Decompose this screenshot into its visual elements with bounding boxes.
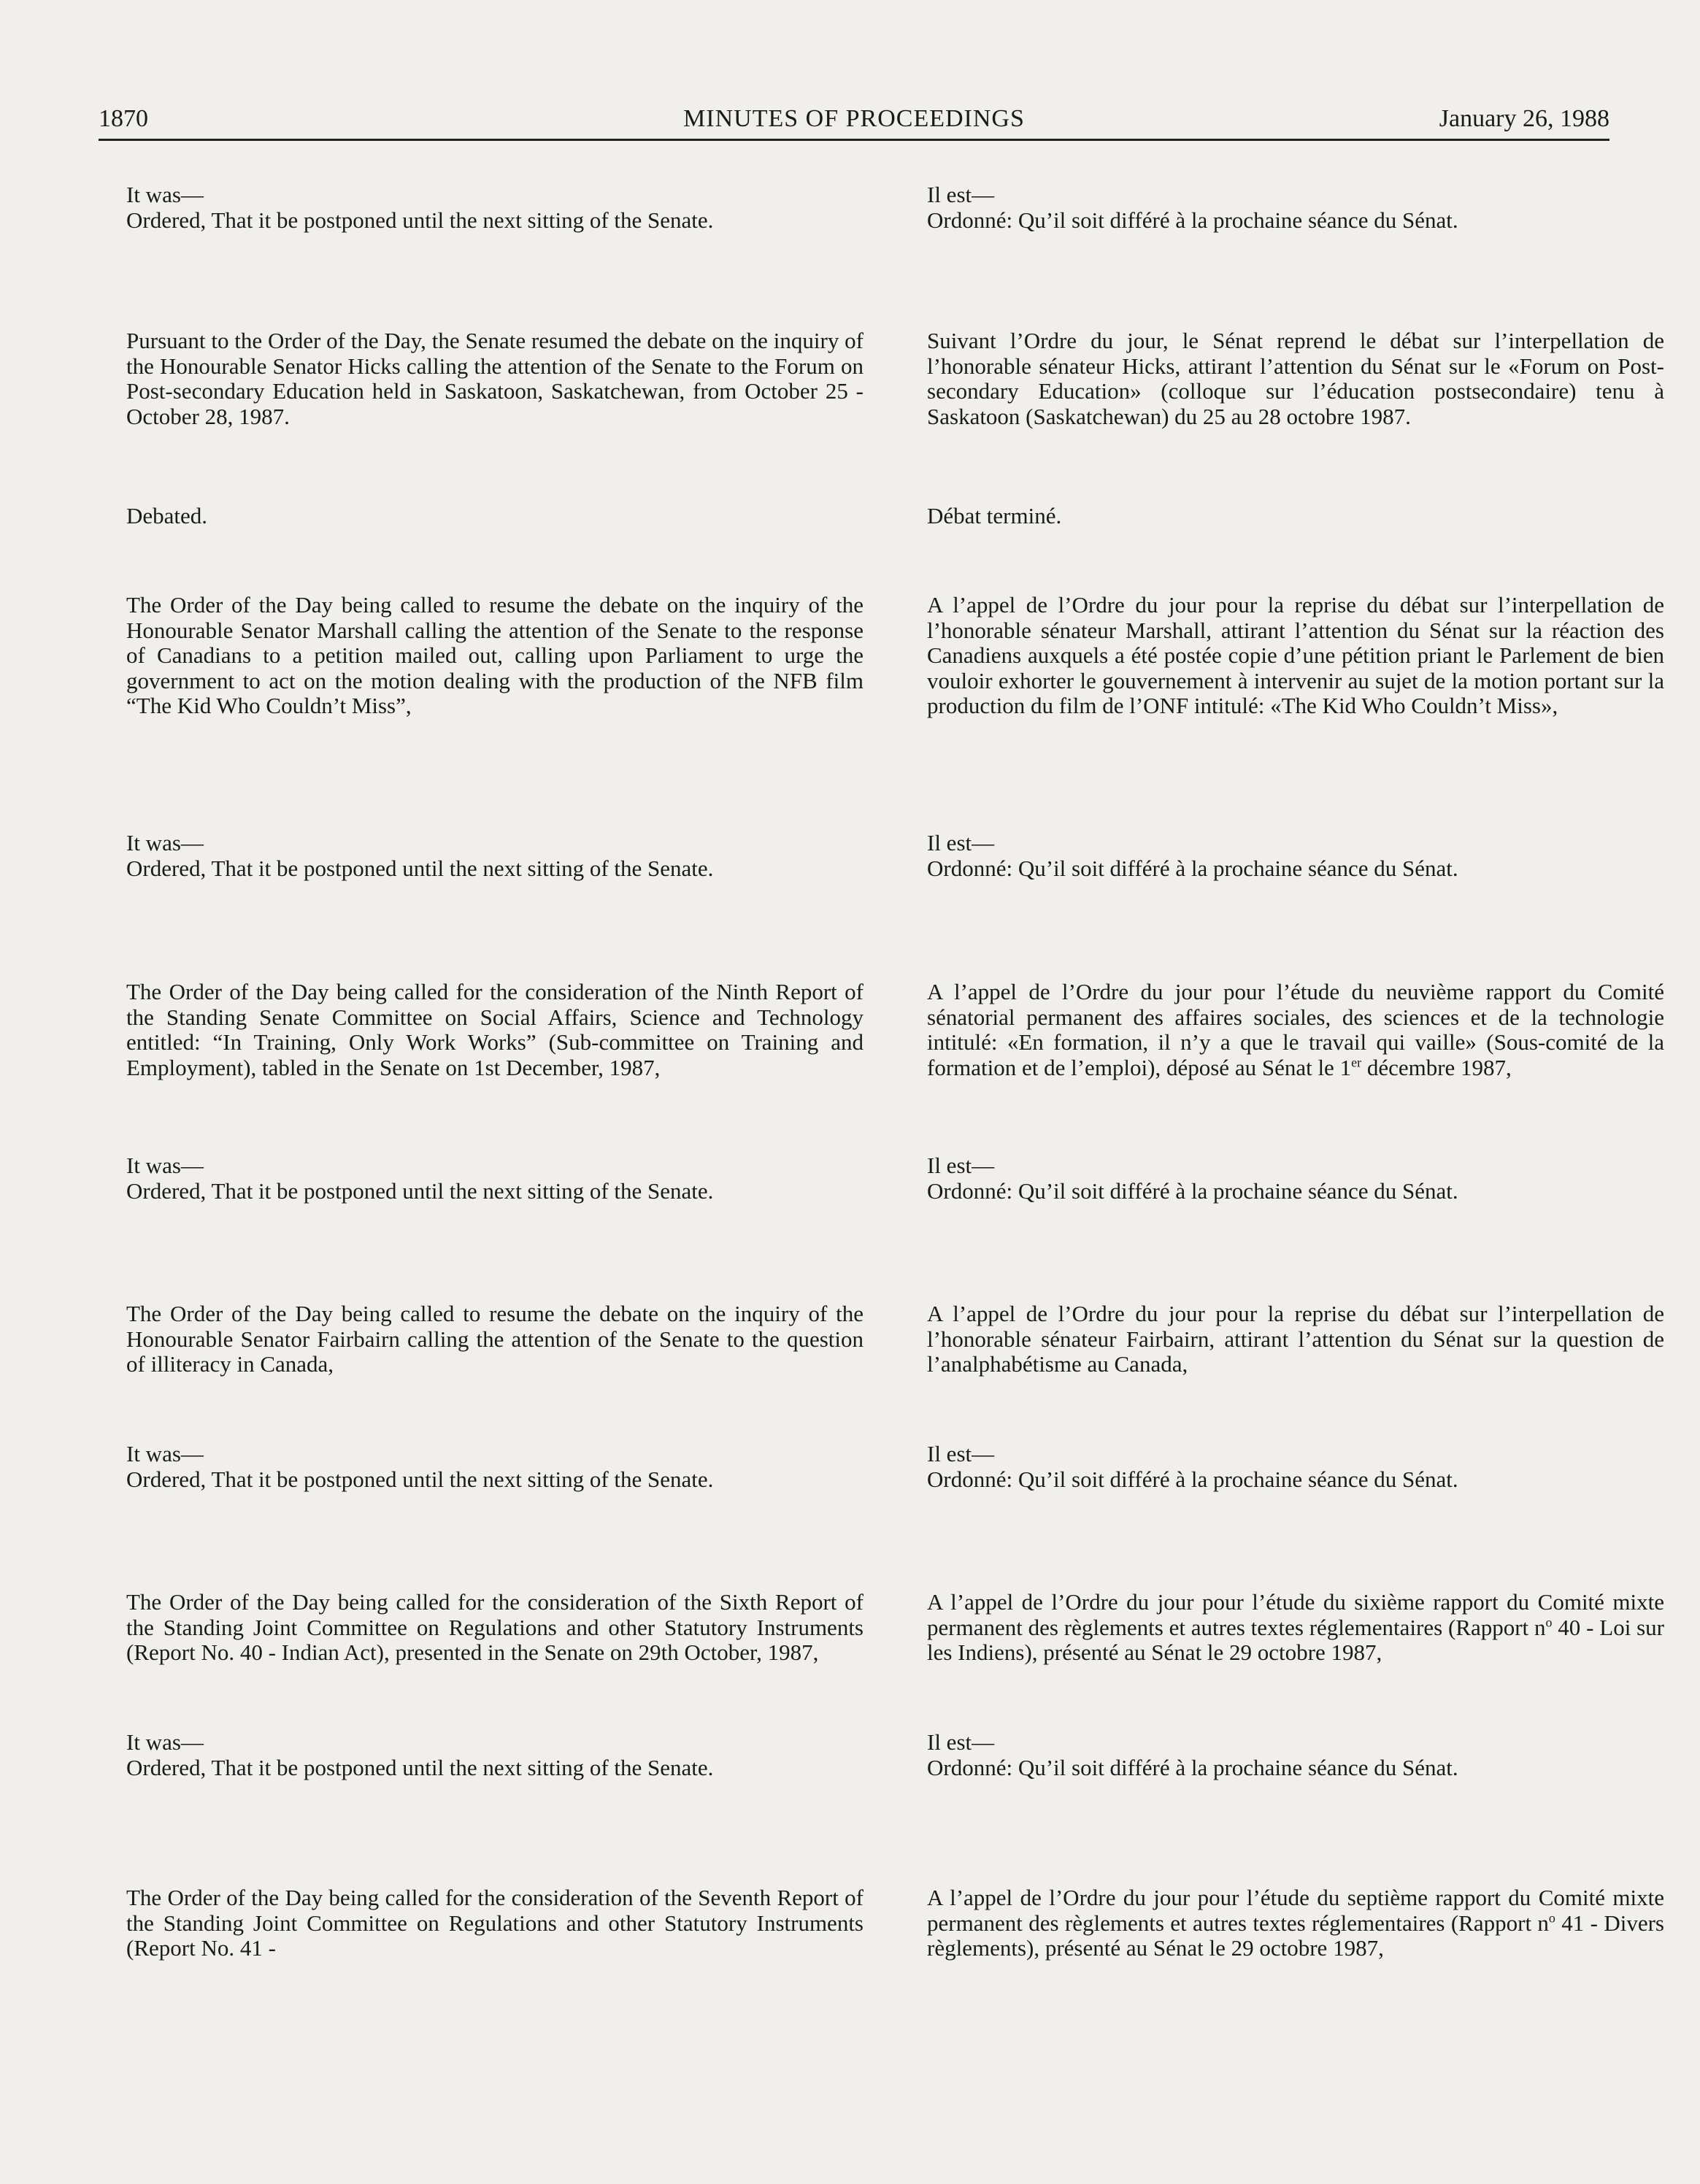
en-paragraph-hicks: Pursuant to the Order of the Day, the Senate resumed the debate on the inquiry of the Honourable Senator Hicks calling the attention of the Senate to the Forum on Post-secondary Education held in Saskatoon, Saskatchewan, from October 25 - October 28, 1987. — [126, 328, 864, 429]
fr-paragraph-marshall: A l’appel de l’Ordre du jour pour la reprise du débat sur l’interpellation de l’honorable sénateur Marshall, attirant l’attention du Sénat sur la réaction des Canadiens auxquels a été postée copie d’une pétition priant le Parlement de bien vouloir exhorter le gouvernement à intervenir au sujet de la motion portant sur la production du film de l’ONF intitulé: «The Kid Who Couldn’t Miss», — [927, 592, 1664, 718]
fr-il-est-2: Il est— — [927, 830, 995, 855]
en-paragraph-marshall: The Order of the Day being called to resume the debate on the inquiry of the Honourable Senator Marshall calling the attention of the Senate to the response of Canadians to a petition mailed out, calling upon Parliament to urge the government to act on the motion dealing with the production of the NFB film “The Kid Who Couldn’t Miss”, — [126, 592, 864, 718]
fr-paragraph-hicks: Suivant l’Ordre du jour, le Sénat reprend le débat sur l’interpellation de l’honorable sénateur Hicks, attirant l’attention du Sénat sur le «Forum on Post-secondary Education» (colloque sur l’éducation postsecondaire) tenu à Saskatoon (Saskatchewan) du 25 au 28 octobre 1987. — [927, 328, 1664, 429]
en-paragraph-ninth-report: The Order of the Day being called for the consideration of the Ninth Report of the Standing Senate Committee on Social Affairs, Science and Technology entitled: “In Training, Only Work Works” (Sub-committee on Training and Employment), tabled in the Senate on 1st December, 1987, — [126, 979, 864, 1080]
header-date: January 26, 1988 — [1439, 105, 1609, 132]
en-debated: Debated. — [126, 503, 208, 528]
en-ordered-2: Ordered, That it be postponed until the next sitting of the Senate. — [126, 855, 714, 881]
fr-paragraph-fairbairn: A l’appel de l’Ordre du jour pour la reprise du débat sur l’interpellation de l’honorable sénateur Fairbairn, attirant l’attention du Sénat sur la question de l’analphabétisme au Canada, — [927, 1301, 1664, 1377]
en-it-was-2: It was— — [126, 830, 204, 855]
en-it-was-4: It was— — [126, 1441, 204, 1466]
en-ordered-4: Ordered, That it be postponed until the next sitting of the Senate. — [126, 1466, 714, 1492]
en-it-was-3: It was— — [126, 1153, 204, 1178]
page-number: 1870 — [99, 105, 148, 132]
en-paragraph-fairbairn: The Order of the Day being called to resume the debate on the inquiry of the Honourable Senator Fairbairn calling the attention of the Senate to the question of illiteracy in Canada, — [126, 1301, 864, 1377]
fr-ordonne-3: Ordonné: Qu’il soit différé à la prochaine séance du Sénat. — [927, 1178, 1458, 1204]
fr-paragraph-sixieme-rapport: A l’appel de l’Ordre du jour pour l’étude du sixième rapport du Comité mixte permanent des règlements et autres textes réglementaires (Rapport $n^o$ 40 - Loi sur les Indiens), présenté au Sénat le 29 octobre 1987, — [927, 1589, 1664, 1665]
fr-il-est-1: Il est— — [927, 182, 995, 207]
fr-il-est-4: Il est— — [927, 1441, 995, 1466]
fr-ordonne-2: Ordonné: Qu’il soit différé à la prochaine séance du Sénat. — [927, 855, 1458, 881]
en-ordered-3: Ordered, That it be postponed until the next sitting of the Senate. — [126, 1178, 714, 1204]
fr-ordonne-5: Ordonné: Qu’il soit différé à la prochaine séance du Sénat. — [927, 1755, 1458, 1780]
en-paragraph-sixth-report: The Order of the Day being called for the consideration of the Sixth Report of the Standing Joint Committee on Regulations and other Statutory Instruments (Report No. 40 - Indian Act), presented in the Senate on 29th October, 1987, — [126, 1589, 864, 1665]
page-header — [99, 101, 1609, 141]
fr-ordonne-4: Ordonné: Qu’il soit différé à la prochaine séance du Sénat. — [927, 1466, 1458, 1492]
en-it-was-5: It was— — [126, 1729, 204, 1755]
fr-paragraph-septieme-rapport: A l’appel de l’Ordre du jour pour l’étude du septième rapport du Comité mixte permanent des règlements et autres textes réglementaires (Rapport $n^o$ 41 - Divers règlements), présenté au Sénat le 29 octobre 1987, — [927, 1885, 1664, 1961]
en-it-was-1: It was— — [126, 182, 204, 207]
fr-debat-termine: Débat terminé. — [927, 503, 1062, 528]
fr-paragraph-neuvieme-rapport: A l’appel de l’Ordre du jour pour l’étude du neuvième rapport du Comité sénatorial permanent des affaires sociales, des sciences et de la technologie intitulé: «En formation, il n’y a que le travail qui vaille» (Sous-comité de la formation et de l’emploi), déposé au Sénat le 1er décembre 1987, — [927, 979, 1664, 1080]
fr-il-est-5: Il est— — [927, 1729, 995, 1755]
en-ordered-5: Ordered, That it be postponed until the next sitting of the Senate. — [126, 1755, 714, 1780]
en-paragraph-seventh-report: The Order of the Day being called for the consideration of the Seventh Report of the Standing Joint Committee on Regulations and other Statutory Instruments (Report No. 41 - — [126, 1885, 864, 1961]
fr-il-est-3: Il est— — [927, 1153, 995, 1178]
en-ordered-1: Ordered, That it be postponed until the next sitting of the Senate. — [126, 207, 714, 233]
running-title: MINUTES OF PROCEEDINGS — [683, 105, 1025, 132]
fr-ordonne-1: Ordonné: Qu’il soit différé à la prochaine séance du Sénat. — [927, 207, 1458, 233]
